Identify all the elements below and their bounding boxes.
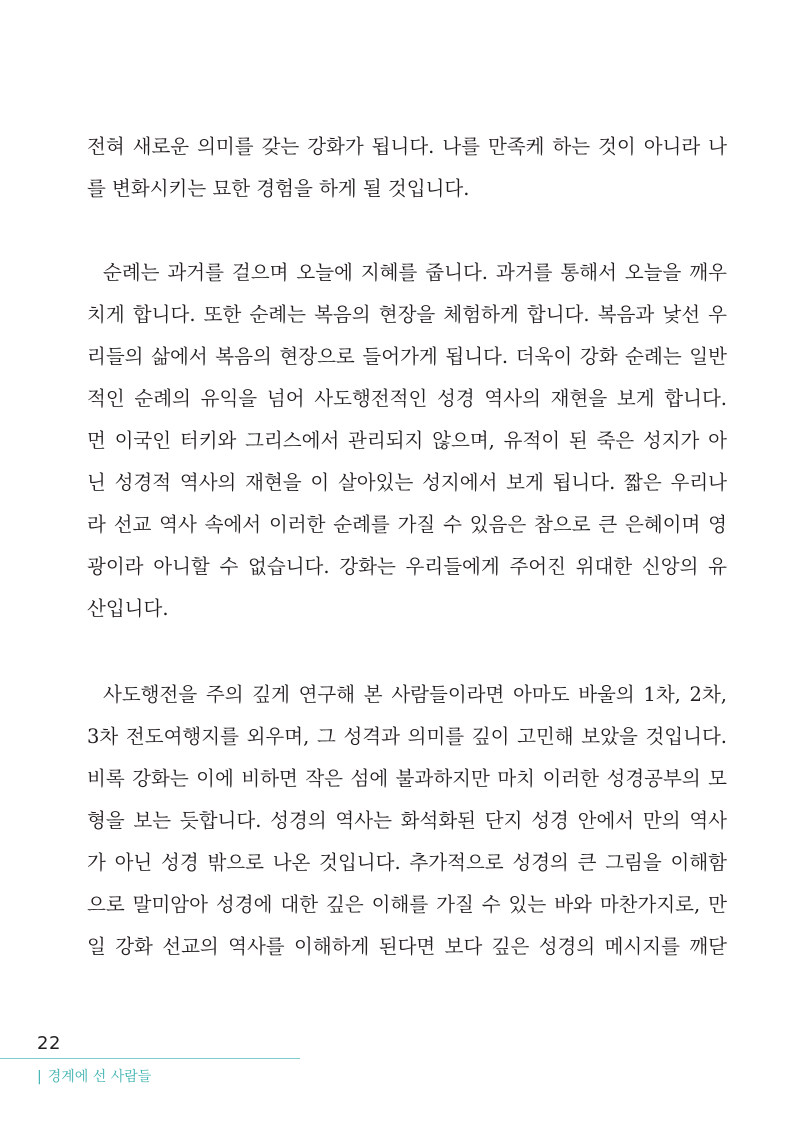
text-line: 3차 전도여행지를 외우며, 그 성격과 의미를 깊이 고민해 보았을 것입니다.	[87, 725, 727, 748]
text-line: 전혀 새로운 의미를 갖는 강화가 됩니다. 나를 만족케 하는 것이 아니라 나	[87, 135, 727, 158]
text-line: 으로 말미암아 성경에 대한 깊은 이해를 가질 수 있는 바와 마찬가지로, 만	[87, 893, 727, 916]
text-line: 닌 성경적 역사의 재현을 이 살아있는 성지에서 보게 됩니다. 짧은 우리나	[87, 471, 727, 494]
footer-divider	[0, 1058, 300, 1059]
text-line: 리들의 삶에서 복음의 현장으로 들어가게 됩니다. 더욱이 강화 순례는 일반	[87, 345, 727, 368]
text-line: 비록 강화는 이에 비하면 작은 섬에 불과하지만 마치 이러한 성경공부의 모	[87, 767, 727, 790]
page-number: 22	[37, 1033, 61, 1054]
footer-separator: |	[37, 1069, 42, 1085]
text-line: 를 변화시키는 묘한 경험을 하게 될 것입니다.	[87, 177, 470, 200]
book-title: 경계에 선 사람들	[47, 1069, 152, 1085]
text-line: 적인 순례의 유익을 넘어 사도행전적인 성경 역사의 재현을 보게 합니다.	[87, 387, 727, 410]
text-line: 라 선교 역사 속에서 이러한 순례를 가질 수 있음은 참으로 큰 은혜이며 영	[87, 513, 727, 536]
text-line: 먼 이국인 터키와 그리스에서 관리되지 않으며, 유적이 된 죽은 성지가 아	[87, 429, 727, 452]
text-line: 사도행전을 주의 깊게 연구해 본 사람들이라면 아마도 바울의 1차, 2차,	[103, 683, 727, 706]
text-line: 산입니다.	[87, 597, 169, 620]
text-line: 순례는 과거를 걸으며 오늘에 지혜를 줍니다. 과거를 통해서 오늘을 깨우	[103, 261, 727, 284]
text-line: 형을 보는 듯합니다. 성경의 역사는 화석화된 단지 성경 안에서 만의 역사	[87, 809, 727, 832]
text-line: 광이라 아니할 수 없습니다. 강화는 우리들에게 주어진 위대한 신앙의 유	[87, 555, 727, 578]
text-line: 일 강화 선교의 역사를 이해하게 된다면 보다 깊은 성경의 메시지를 깨닫	[87, 935, 727, 958]
text-line: 치게 합니다. 또한 순례는 복음의 현장을 체험하게 합니다. 복음과 낯선 우	[87, 303, 727, 326]
running-footer	[37, 1066, 151, 1086]
text-line: 가 아닌 성경 밖으로 나온 것입니다. 추가적으로 성경의 큰 그림을 이해함	[87, 851, 727, 874]
